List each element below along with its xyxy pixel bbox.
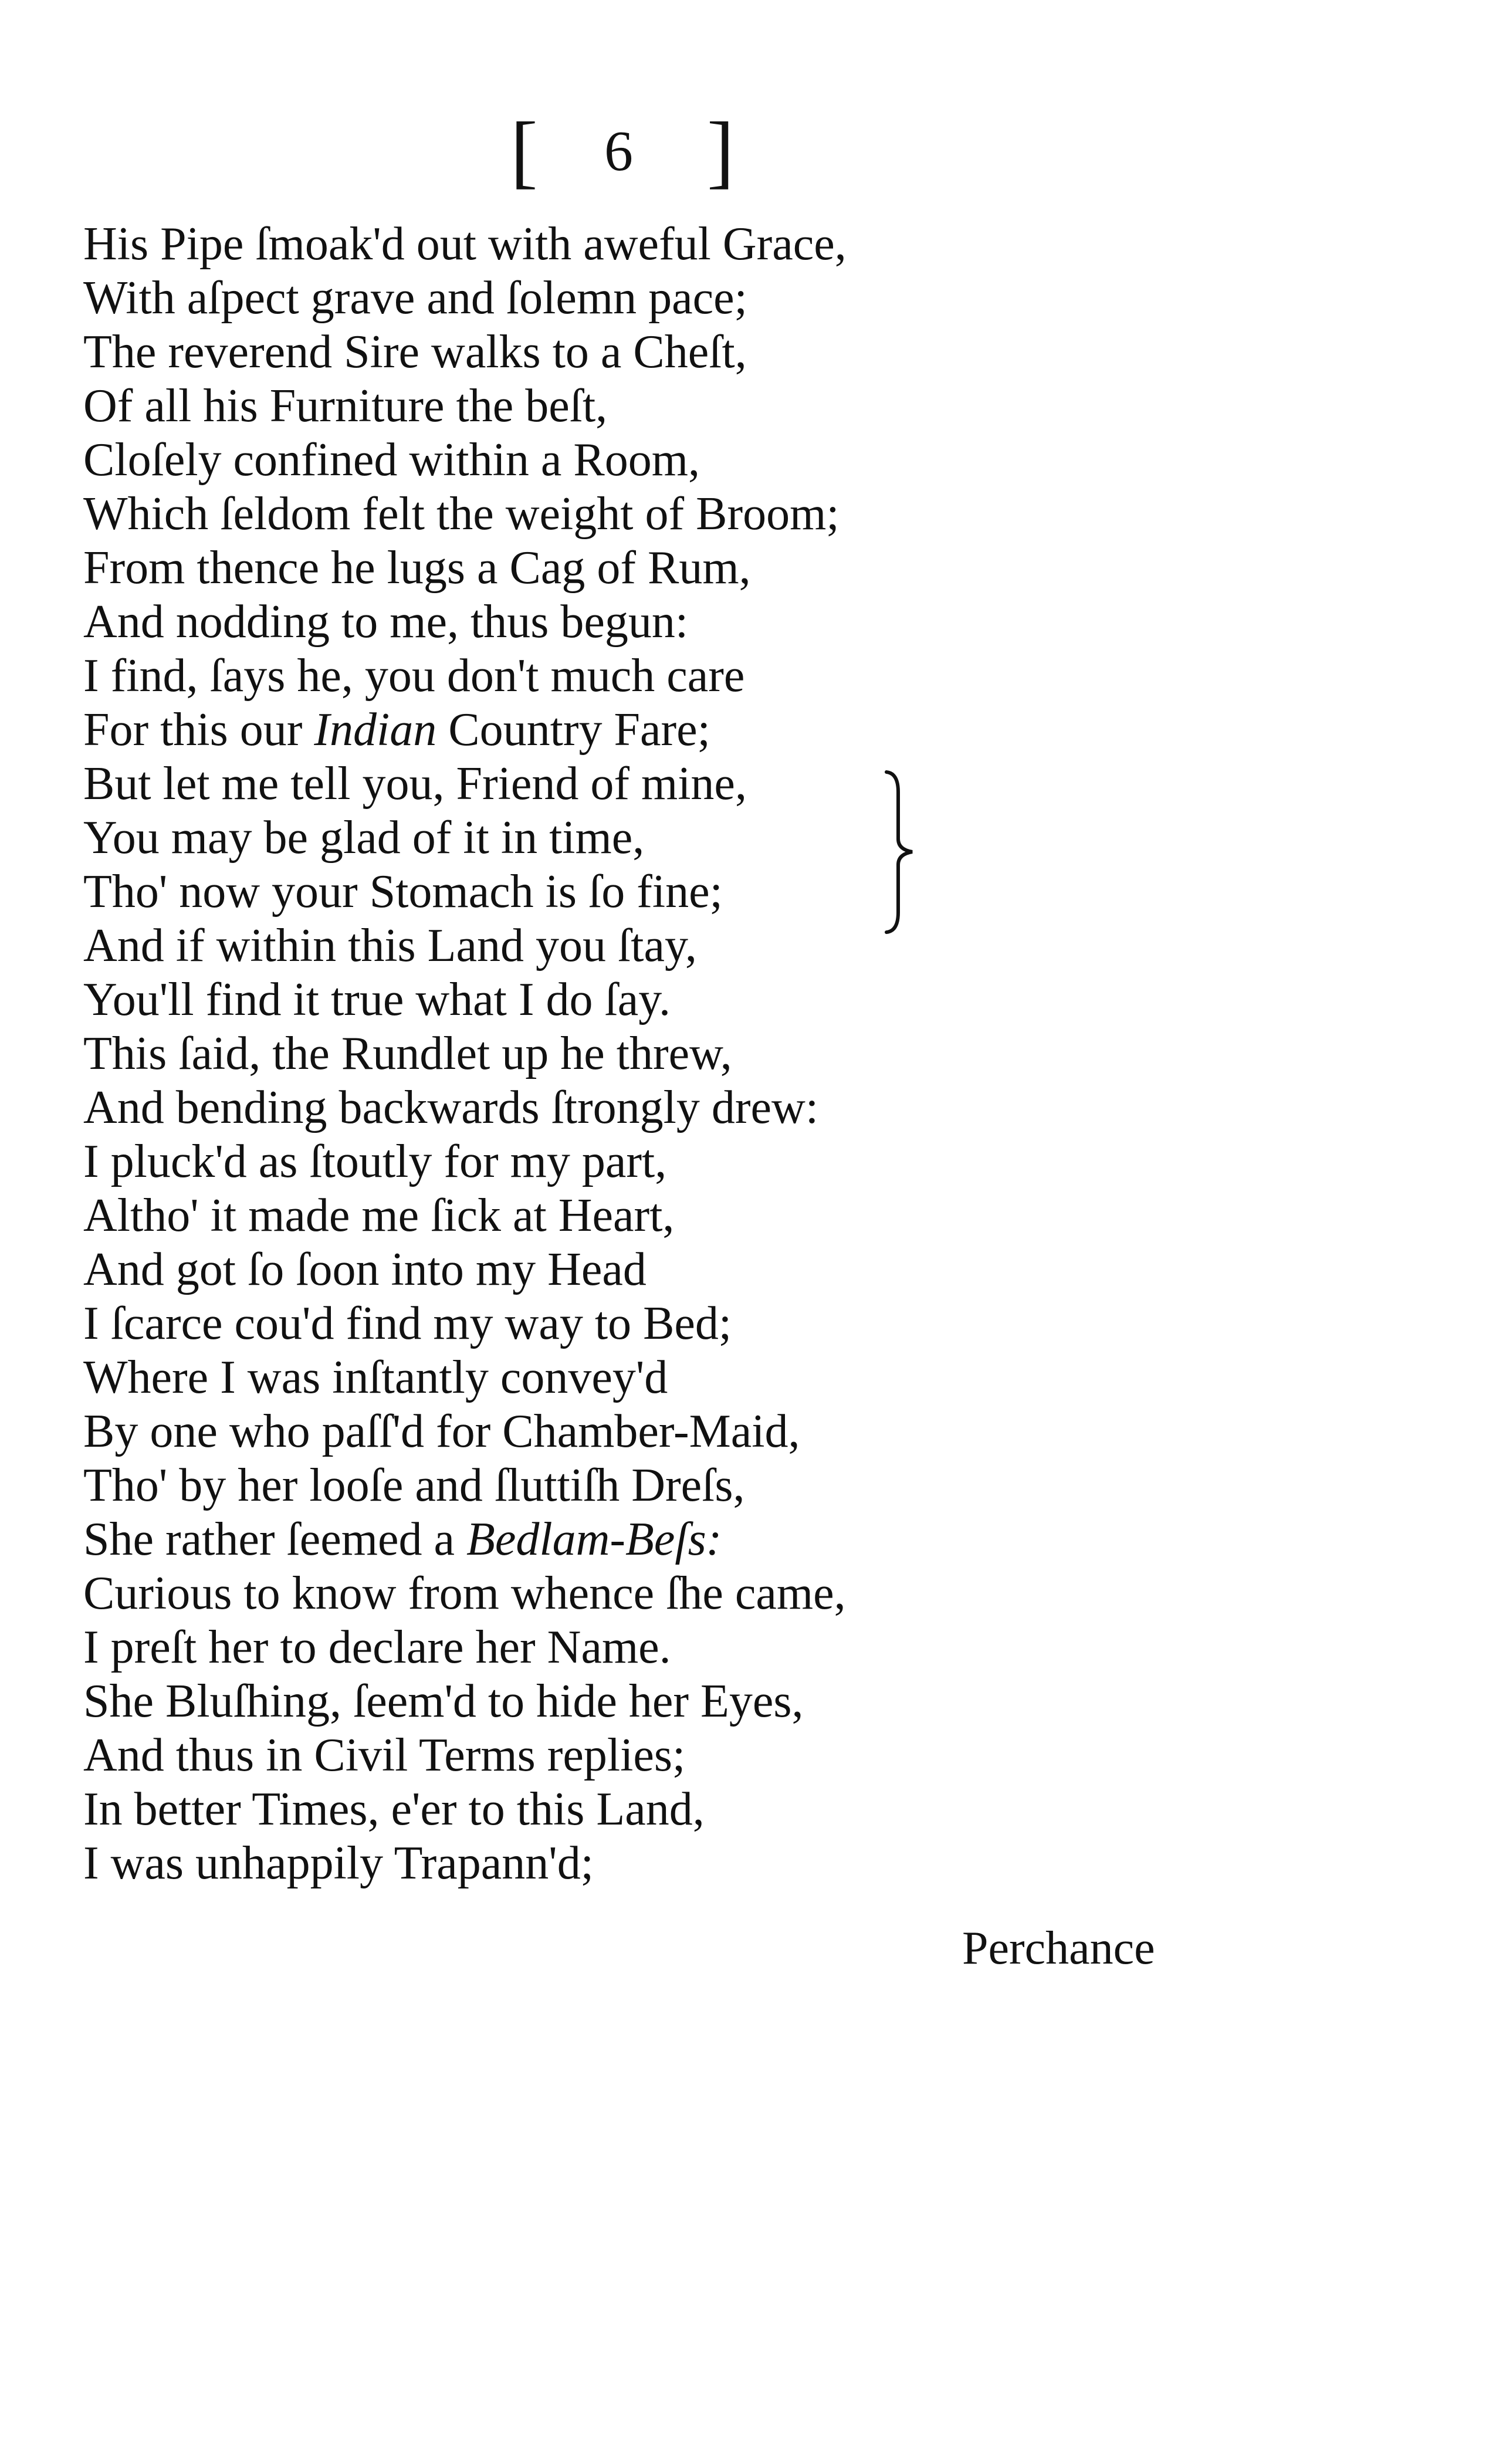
poem-line	[83, 703, 1081, 757]
close-bracket: ]	[707, 106, 735, 197]
poem-line: She Bluſhing, ſeem'd to hide her Eyes,	[83, 1676, 804, 1727]
poem-line: The reverend Sire walks to a Cheſt,	[83, 326, 747, 378]
poem-line: I find, ſays he, you don't much care	[83, 650, 745, 702]
poem-line: Where I was inſtantly convey'd	[83, 1352, 668, 1403]
poem-line: You may be glad of it in time,	[83, 812, 645, 864]
poem-line: And if within this Land you ſtay,	[83, 920, 697, 972]
poem-line: By one who paſſ'd for Chamber-Maid,	[83, 1406, 800, 1457]
poem-line: I preſt her to declare her Name.	[83, 1622, 671, 1673]
poem-line-segment: She rather ſeemed a	[83, 1514, 467, 1565]
poem-line-italic: Bedlam-Beſs:	[466, 1514, 722, 1565]
poem-line: His Pipe ſmoak'd out with aweful Grace,	[83, 218, 847, 270]
poem-line-segment: For this our	[83, 704, 314, 756]
poem-line: From thence he lugs a Cag of Rum,	[83, 542, 751, 594]
poem-line-italic: Indian	[314, 704, 437, 756]
open-bracket: [	[510, 106, 538, 197]
triplet-brace-icon	[883, 769, 918, 936]
poem-line: Curious to know from whence ſhe came,	[83, 1568, 846, 1619]
page-number: 6	[604, 120, 633, 183]
poem-line: I ſcarce cou'd find my way to Bed;	[83, 1298, 732, 1349]
page-number-header	[510, 104, 757, 198]
poem-line-segment: Country Fare;	[436, 704, 710, 756]
poem-line: And bending backwards ſtrongly drew:	[83, 1082, 819, 1133]
poem-line: And got ſo ſoon into my Head	[83, 1244, 647, 1295]
poem-line: You'll find it true what I do ſay.	[83, 974, 671, 1025]
poem-line: And thus in Civil Terms replies;	[83, 1729, 686, 1781]
catchword: Perchance	[962, 1923, 1155, 1974]
poem-line: I pluck'd as ſtoutly for my part,	[83, 1136, 667, 1187]
poem-line: Altho' it made me ſick at Heart,	[83, 1190, 675, 1241]
poem-line: Of all his Furniture the beſt,	[83, 380, 608, 432]
poem-line: Which ſeldom felt the weight of Broom;	[83, 488, 840, 540]
poem-line: In better Times, e'er to this Land,	[83, 1783, 705, 1835]
poem-line: And nodding to me, thus begun:	[83, 596, 689, 648]
poem-line: With aſpect grave and ſolemn pace;	[83, 272, 747, 324]
poem-line: But let me tell you, Friend of mine,	[83, 758, 747, 810]
poem-line: This ſaid, the Rundlet up he threw,	[83, 1028, 732, 1079]
poem-text	[83, 217, 1081, 1890]
poem-line: Cloſely confined within a Room,	[83, 434, 700, 486]
poem-line: Tho' now your Stomach is ſo fine;	[83, 866, 723, 918]
poem-line	[83, 1512, 1081, 1566]
poem-line: I was unhappily Trapann'd;	[83, 1837, 594, 1889]
poem-line: Tho' by her looſe and ſluttiſh Dreſs,	[83, 1460, 745, 1511]
